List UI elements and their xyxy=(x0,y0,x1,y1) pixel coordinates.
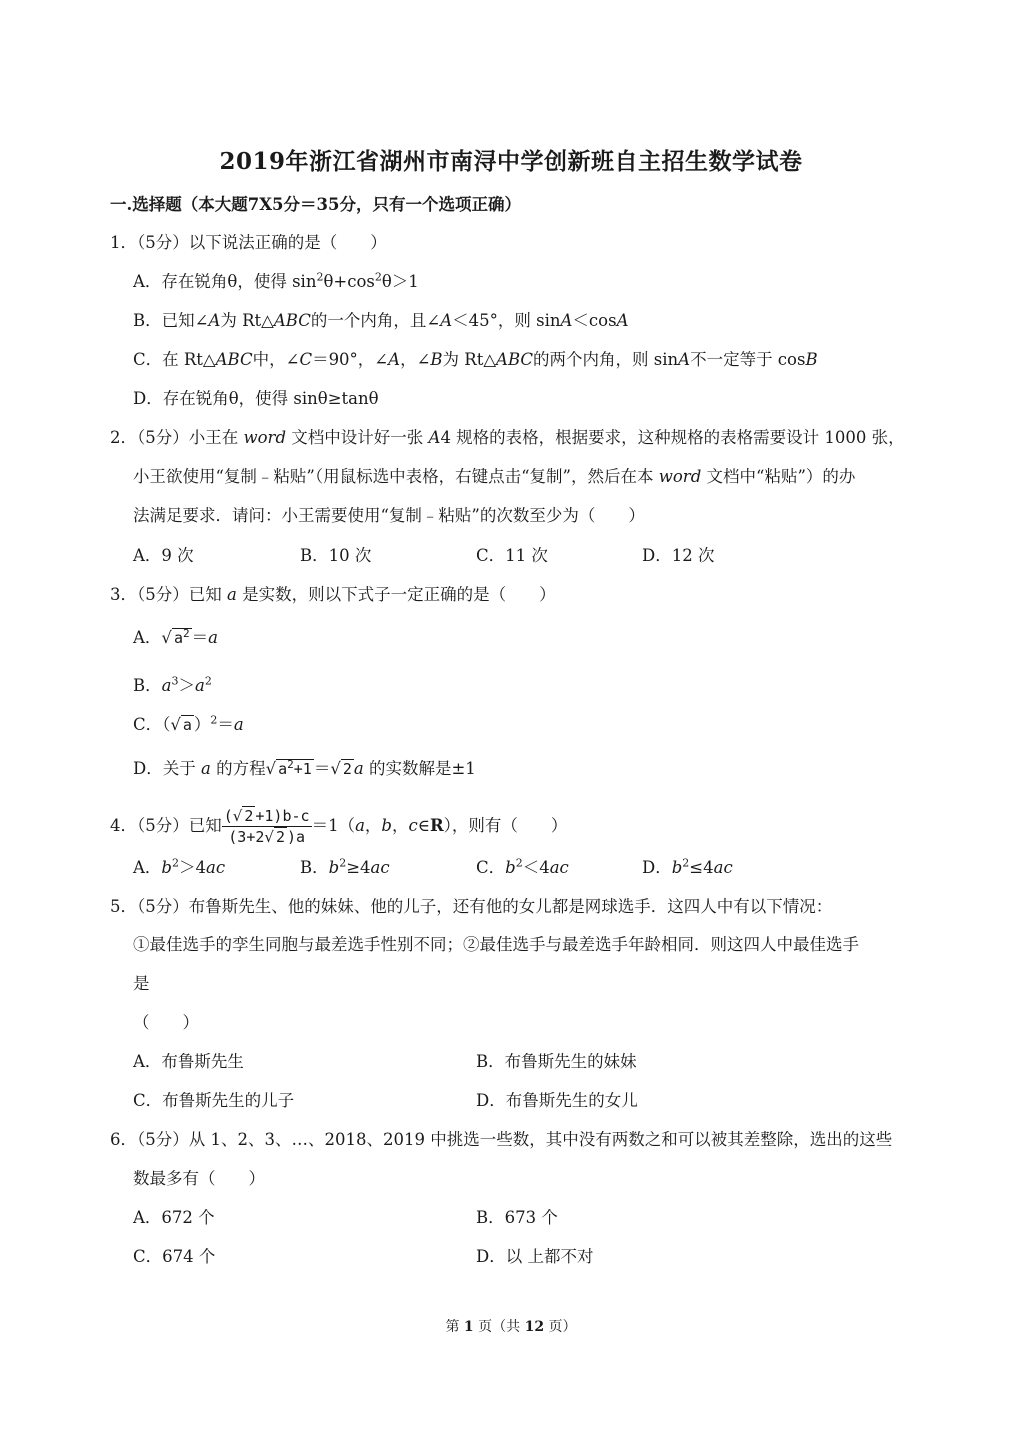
text: A． xyxy=(133,628,162,647)
text: 为 Rt△ xyxy=(442,350,497,369)
text: a xyxy=(278,760,288,778)
question-5-option-a: A．布鲁斯先生 xyxy=(133,1052,244,1071)
question-5-option-c: C．布鲁斯先生的儿子 xyxy=(133,1091,295,1110)
var: A xyxy=(208,311,221,330)
question-5-line-1: 5．（5分）布鲁斯先生、他的妹妹、他的儿子，还有他的女儿都是网球选手．这四人中有以下情况： xyxy=(110,897,833,916)
sqrt-sign: √ xyxy=(232,807,243,825)
set-symbol: R xyxy=(429,816,444,835)
var: b xyxy=(381,816,392,835)
text: B． xyxy=(300,858,329,877)
question-2-line-3: 法满足要求．请问：小王需要使用“复制﹣粘贴”的次数至少为（ ） xyxy=(133,506,645,525)
superscript: 2 xyxy=(210,713,218,727)
superscript: 2 xyxy=(316,270,324,284)
text: ＜45°，则 sin xyxy=(452,311,561,330)
text: ＝ xyxy=(191,628,209,647)
text: 的方程 xyxy=(210,759,266,778)
question-2-option-b: B．10 次 xyxy=(300,546,372,565)
question-3-option-c xyxy=(133,713,244,737)
var: a xyxy=(233,715,244,734)
radicand: 2 xyxy=(244,807,254,825)
text: B． xyxy=(133,676,162,695)
question-4-option-b xyxy=(300,856,390,880)
text: 2．（5分）小王在 xyxy=(110,428,244,447)
text: 3．（5分）已知 xyxy=(110,585,227,604)
radicand xyxy=(276,759,314,778)
text: ＝1（ xyxy=(311,816,356,835)
text: 4．（5分）已知 xyxy=(110,816,222,835)
var: B xyxy=(430,350,443,369)
text: a xyxy=(173,629,183,647)
var: ac xyxy=(713,858,733,877)
question-1-option-c xyxy=(133,348,818,372)
superscript: 3 xyxy=(171,674,179,688)
var: ac xyxy=(205,858,226,877)
var: ABC xyxy=(215,350,253,369)
var: ABC xyxy=(273,311,311,330)
var: A xyxy=(388,350,401,369)
text: +1)b-c xyxy=(255,807,310,825)
var: A xyxy=(616,311,629,330)
var: A xyxy=(560,311,573,330)
superscript: 2 xyxy=(515,856,523,870)
question-4-option-c xyxy=(476,856,569,880)
text: ≥4 xyxy=(346,858,371,877)
text: ( xyxy=(223,807,233,825)
var: A xyxy=(428,428,441,447)
sqrt-sign: √ xyxy=(265,759,277,778)
question-2-line-2 xyxy=(133,465,855,489)
text: 的一个内角，且∠ xyxy=(310,311,441,330)
var: a xyxy=(355,816,365,835)
var: A xyxy=(678,350,691,369)
text: C． xyxy=(476,858,506,877)
sqrt-sign: √ xyxy=(330,759,341,778)
fraction xyxy=(222,806,312,847)
var: a xyxy=(200,759,211,778)
question-4-option-a xyxy=(133,856,225,880)
var: word xyxy=(658,467,702,486)
question-2-option-c: C．11 次 xyxy=(476,546,548,565)
superscript: 2 xyxy=(682,856,690,870)
text: A． xyxy=(133,858,162,877)
text: 是实数，则以下式子一定正确的是（ ） xyxy=(236,585,556,604)
text: 页（共 xyxy=(473,1319,525,1335)
var: ac xyxy=(370,858,390,877)
var: A xyxy=(440,311,453,330)
radicand: 2 xyxy=(342,760,352,778)
text: 文档中“粘贴”）的办 xyxy=(701,467,856,486)
text: 第 xyxy=(445,1319,464,1335)
text: θ＞1 xyxy=(381,272,419,291)
var: a xyxy=(161,676,172,695)
text: ），则有（ ） xyxy=(443,816,568,835)
question-5-option-b: B．布鲁斯先生的妹妹 xyxy=(476,1052,637,1071)
text: 不一定等于 cos xyxy=(690,350,806,369)
text: C．（ xyxy=(133,715,171,734)
text: )a xyxy=(286,828,306,846)
text: ＝ xyxy=(313,759,331,778)
superscript: 2 xyxy=(182,627,190,640)
radicand: 2 xyxy=(275,828,285,846)
text: +1 xyxy=(293,760,312,778)
question-4-option-d xyxy=(642,856,733,880)
text: B．已知∠ xyxy=(133,311,209,330)
page-footer xyxy=(0,1316,1022,1336)
question-1-option-b xyxy=(133,309,628,333)
text: ＜4 xyxy=(522,858,550,877)
superscript: 2 xyxy=(374,270,382,284)
text: ， xyxy=(364,816,382,835)
text: D． xyxy=(642,858,672,877)
text: ≤4 xyxy=(689,858,714,877)
question-6-option-c: C．674 个 xyxy=(133,1247,216,1266)
text: ∈ xyxy=(417,816,430,835)
text: ＞4 xyxy=(178,858,206,877)
question-6-option-d: D．以 上都不对 xyxy=(476,1247,594,1266)
question-2-line-1 xyxy=(110,426,905,450)
question-5-line-2: ①最佳选手的孪生同胞与最差选手性别不同；②最佳选手与最差选手年龄相同．则这四人中最佳选手 xyxy=(133,935,859,954)
numerator xyxy=(222,806,312,827)
page-total: 12 xyxy=(524,1319,545,1335)
superscript: 2 xyxy=(204,674,212,688)
text: ，∠ xyxy=(400,350,431,369)
question-5-option-d: D．布鲁斯先生的女儿 xyxy=(476,1091,638,1110)
var: a xyxy=(194,676,205,695)
text: D．关于 xyxy=(133,759,201,778)
question-3-option-b xyxy=(133,674,212,698)
superscript: 2 xyxy=(339,856,347,870)
question-6-line-1: 6．（5分）从 1、2、3、…、2018、2019 中挑选一些数，其中没有两数之和可以被其差整除，选出的这些 xyxy=(110,1130,893,1149)
question-3-stem xyxy=(110,583,556,607)
text: θ+cos xyxy=(323,272,375,291)
sqrt-sign: √ xyxy=(161,628,172,647)
question-5-line-3: 是 xyxy=(133,974,150,993)
question-1-option-d: D．存在锐角θ，使得 sinθ≥tanθ xyxy=(133,389,379,408)
text: ＜cos xyxy=(572,311,617,330)
question-3-option-d xyxy=(133,757,476,781)
radicand: a xyxy=(182,716,192,734)
var: b xyxy=(328,858,340,877)
question-5-line-4: （ ） xyxy=(133,1013,199,1032)
text: 4 规格的表格，根据要求，这种规格的表格需要设计 1000 张， xyxy=(440,428,905,447)
var: a xyxy=(208,628,218,647)
var: a xyxy=(353,759,364,778)
var: word xyxy=(243,428,287,447)
var: a xyxy=(227,585,237,604)
var: B xyxy=(805,350,818,369)
var: b xyxy=(161,858,172,877)
text: ） xyxy=(193,715,211,734)
page-number: 1 xyxy=(463,1319,474,1335)
text: C．在 Rt△ xyxy=(133,350,216,369)
var: ac xyxy=(549,858,569,877)
question-6-option-b: B．673 个 xyxy=(476,1208,558,1227)
text: (3+2 xyxy=(228,828,265,846)
denominator xyxy=(222,827,312,847)
question-2-option-a: A．9 次 xyxy=(133,546,194,565)
section-heading: 一.选择题（本大题7X5分＝35分，只有一个选项正确） xyxy=(110,195,521,214)
question-6-option-a: A．672 个 xyxy=(133,1208,215,1227)
var: ABC xyxy=(496,350,534,369)
var: b xyxy=(505,858,516,877)
text: 页） xyxy=(544,1319,577,1335)
question-1-option-a xyxy=(133,270,419,294)
var: c xyxy=(408,816,418,835)
text: 为 Rt△ xyxy=(220,311,274,330)
var: C xyxy=(299,350,313,369)
sqrt-sign: √ xyxy=(170,715,181,734)
text: ＞ xyxy=(178,676,195,695)
sqrt-sign: √ xyxy=(264,828,274,846)
var: b xyxy=(671,858,683,877)
question-6-line-2: 数最多有（ ） xyxy=(133,1169,265,1188)
text: 文档中设计好一张 xyxy=(286,428,429,447)
text: 小王欲使用“复制﹣粘贴”（用鼠标选中表格，右键点击“复制”，然后在本 xyxy=(133,467,659,486)
text: ＝90°，∠ xyxy=(312,350,389,369)
superscript: 2 xyxy=(287,758,294,771)
question-1-stem: 1．（5分）以下说法正确的是（ ） xyxy=(110,233,387,252)
text: ， xyxy=(391,816,409,835)
superscript: 2 xyxy=(171,856,179,870)
radicand xyxy=(172,628,192,647)
question-3-option-a xyxy=(133,626,218,650)
text: ＝ xyxy=(217,715,234,734)
question-4-stem xyxy=(110,806,567,847)
text: A．存在锐角θ，使得 sin xyxy=(133,272,317,291)
page-title: 2019年浙江省湖州市南浔中学创新班自主招生数学试卷 xyxy=(219,148,803,175)
text: 中，∠ xyxy=(252,350,300,369)
text: 的实数解是±1 xyxy=(363,759,476,778)
question-2-option-d: D．12 次 xyxy=(642,546,715,565)
text: 的两个内角，则 sin xyxy=(533,350,679,369)
